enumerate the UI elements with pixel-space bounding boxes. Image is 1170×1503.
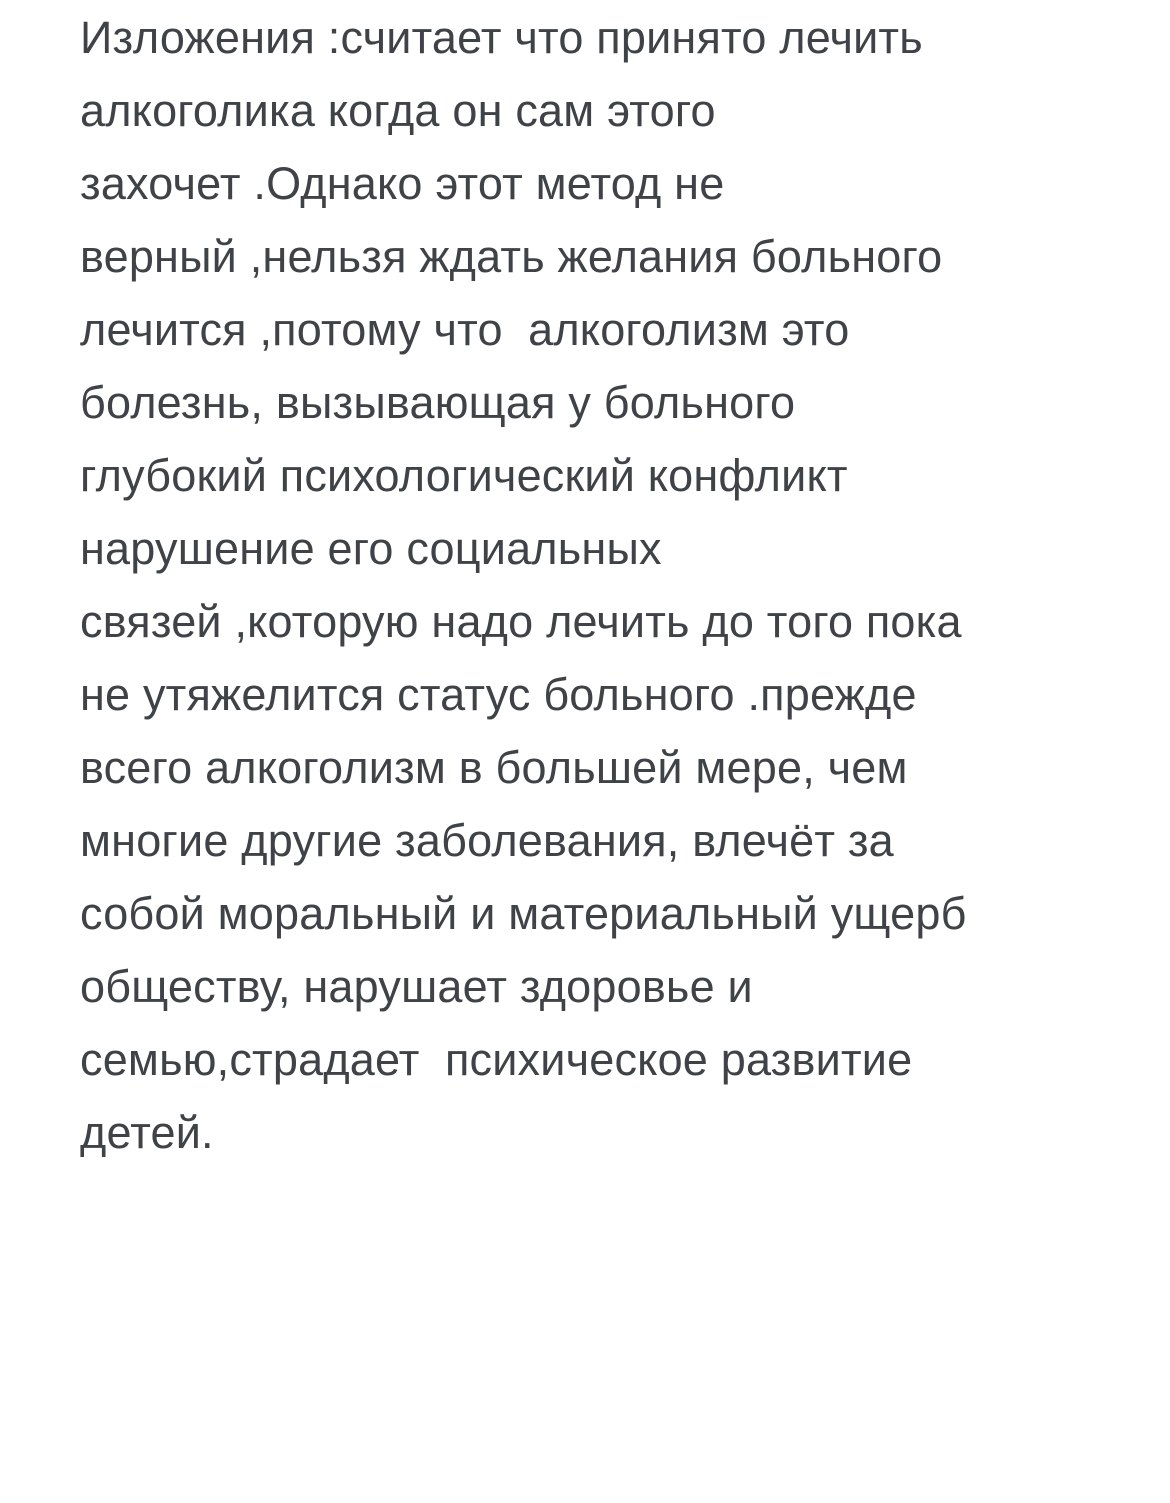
text-line: не утяжелится статус больного .прежде <box>80 669 917 720</box>
text-line: Изложения :считает что принято лечить <box>80 12 923 63</box>
text-line: детей. <box>80 1107 214 1158</box>
text-line: верный ,нельзя ждать желания больного <box>80 231 943 282</box>
text-line: обществу, нарушает здоровье и <box>80 961 753 1012</box>
text-line: нарушение его социальных <box>80 523 662 574</box>
text-line: болезнь, вызывающая у больного <box>80 377 796 428</box>
text-line: лечится ,потому что алкоголизм это <box>80 304 850 355</box>
text-line: глубокий психологический конфликт <box>80 450 848 501</box>
text-line: семью,страдает психическое развитие <box>80 1034 913 1085</box>
text-line: связей ,которую надо лечить до того пока <box>80 596 962 647</box>
text-line: всего алкоголизм в большей мере, чем <box>80 742 908 793</box>
text-line: захочет .Однако этот метод не <box>80 158 725 209</box>
text-line: собой моральный и материальный ущерб <box>80 888 967 939</box>
text-line: многие другие заболевания, влечёт за <box>80 815 894 866</box>
text-line: алкоголика когда он сам этого <box>80 85 716 136</box>
